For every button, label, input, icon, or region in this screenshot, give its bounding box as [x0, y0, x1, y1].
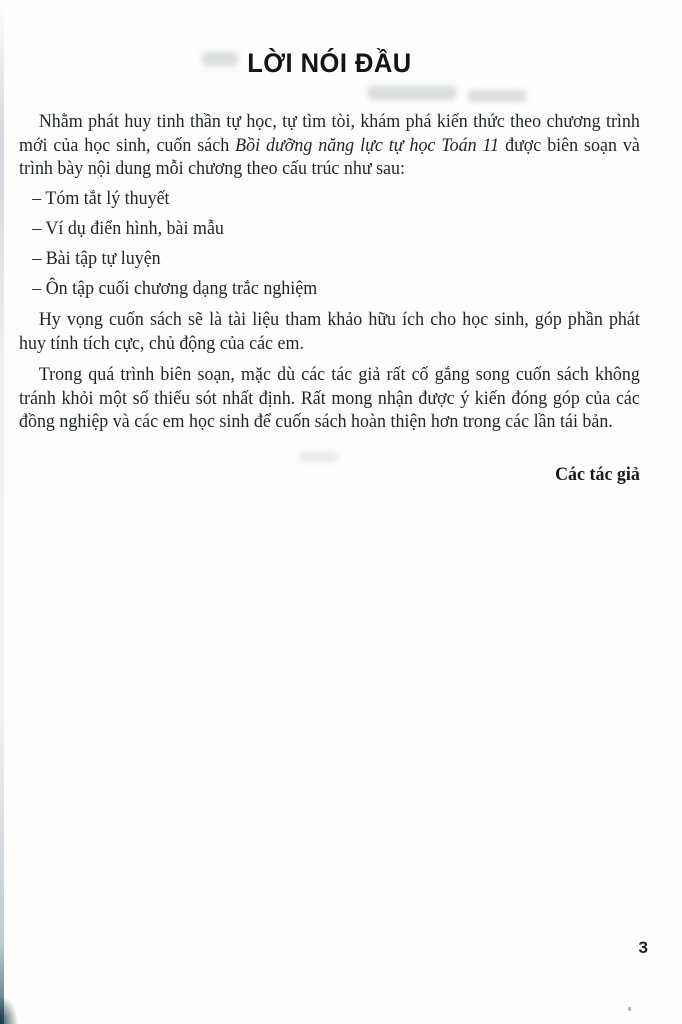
- paragraph-hope: Hy vọng cuốn sách sẽ là tài liệu tham khảo hữu ích cho học sinh, góp phần phát huy tính tích cực, chủ động của các em.: [19, 309, 640, 354]
- structure-list: [19, 187, 640, 301]
- scan-artifact-corner: [0, 996, 18, 1024]
- page-number: 3: [638, 938, 648, 957]
- authors-signature: Các tác giả: [555, 463, 640, 485]
- paragraph-intro-post: được biên soạn và trình bày nội dung mỗi chương theo cấu trúc như sau:: [19, 134, 640, 179]
- list-item: – Bài tập tự luyện: [32, 247, 161, 269]
- paragraph-intro: [19, 110, 640, 181]
- page-title: LỜI NÓI ĐẦU: [247, 48, 412, 78]
- list-item: – Ôn tập cuối chương dạng trắc nghiệm: [32, 277, 318, 299]
- scan-artifact-speck: [628, 1007, 631, 1011]
- paragraph-intro-pre: Nhằm phát huy tinh thần tự học, tự tìm tòi, khám phá kiến thức theo chương trình mới của học sinh, cuốn sách: [19, 111, 640, 156]
- paragraph-apology: Trong quá trình biên soạn, mặc dù các tác giả rất cố gắng song cuốn sách không tránh khỏi một số thiếu sót nhất định. Rất mong nhận được ý kiến đóng góp của các đồng nghiệp và các em học sinh để cuốn sách hoàn thiện hơn trong các lần tái bản.: [19, 364, 640, 432]
- scan-artifact-left-edge: [0, 0, 4, 1024]
- list-item: – Ví dụ điển hình, bài mẫu: [32, 217, 224, 239]
- book-title-italic: Bồi dưỡng năng lực tự học Toán 11: [235, 134, 500, 156]
- page-content: [19, 48, 640, 486]
- list-item: – Tóm tắt lý thuyết: [32, 187, 170, 209]
